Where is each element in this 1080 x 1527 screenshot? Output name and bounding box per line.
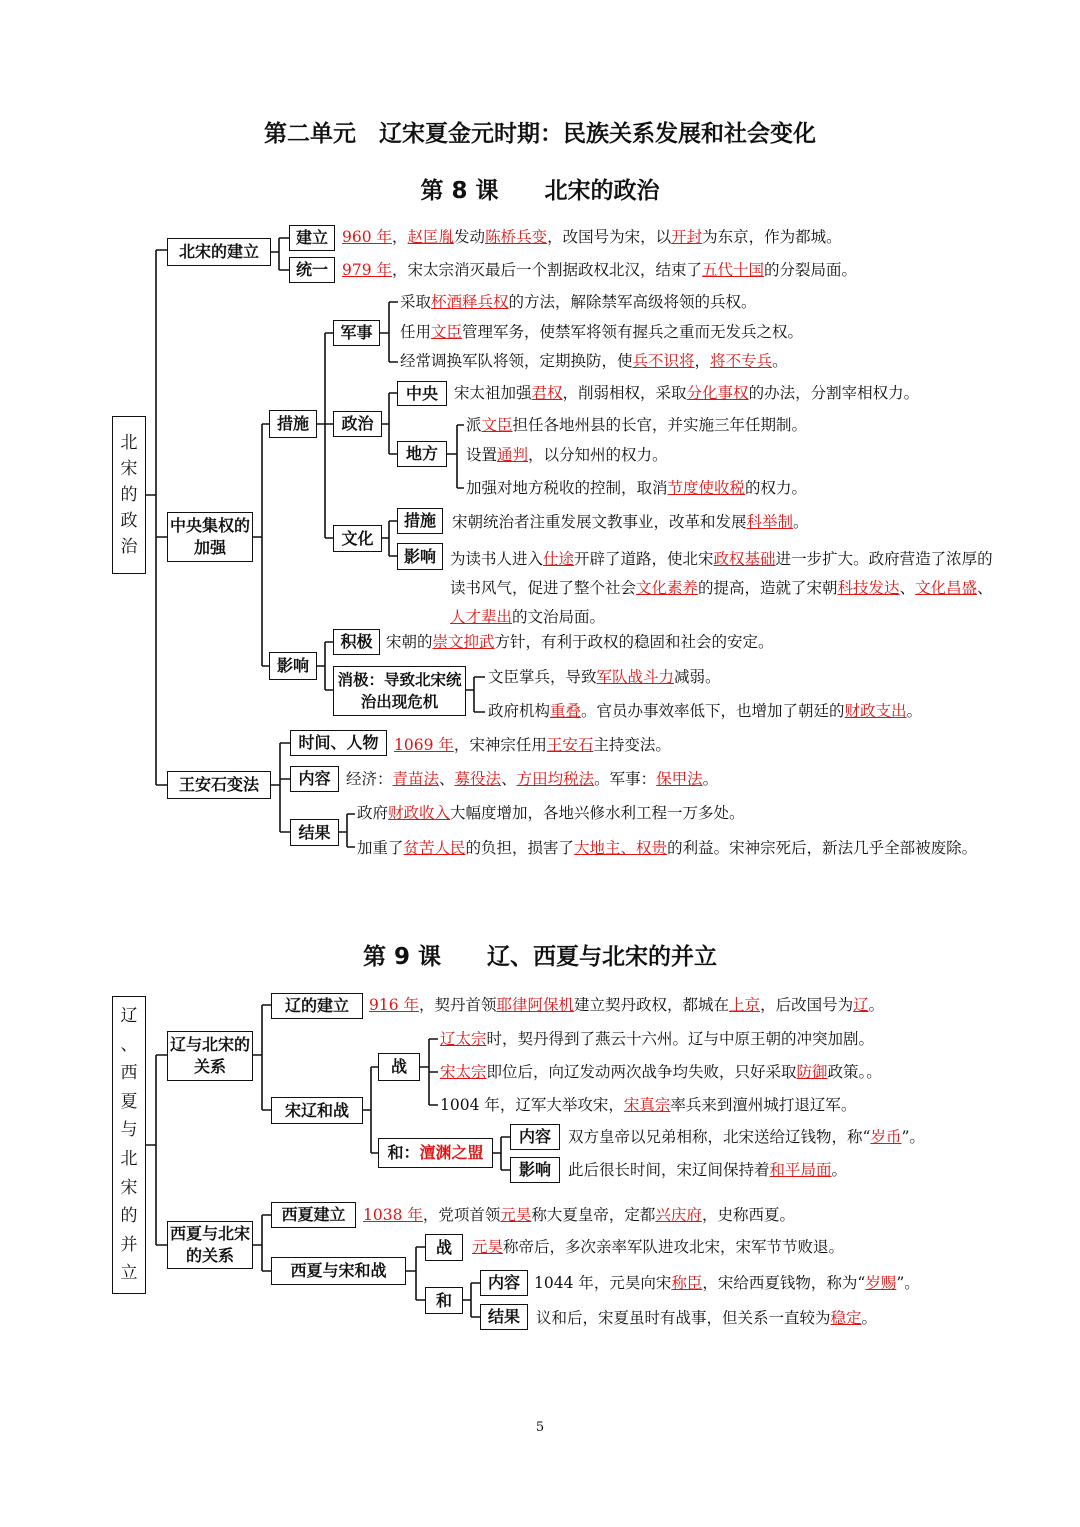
keyword: 五代十国 — [702, 261, 765, 279]
text-segment: 。 — [702, 770, 719, 788]
measures-node: 措施 — [269, 410, 317, 438]
text-segment: 文臣掌兵，导致 — [488, 668, 597, 686]
text-segment: 1004 年，辽军大举攻宋， — [440, 1096, 624, 1114]
unify-text — [342, 259, 857, 281]
text-segment: 的分裂局面。 — [764, 261, 858, 279]
text-segment: 发动 — [454, 228, 486, 246]
reform-content-node: 内容 — [290, 766, 339, 792]
keyword: 君权 — [531, 384, 563, 402]
positive-text — [386, 631, 774, 653]
culture-effect-text — [450, 545, 1000, 632]
keyword: 贫苦人民 — [403, 839, 466, 857]
xixia-peace-node: 和 — [425, 1287, 463, 1314]
text-segment: ，史称西夏。 — [701, 1206, 795, 1224]
keyword: 政权基础 — [713, 550, 776, 568]
text-segment: 。 — [868, 996, 885, 1014]
keyword: 文臣 — [481, 416, 513, 434]
xixia-node: 西夏与北宋的关系 — [167, 1221, 253, 1269]
keyword: 上京 — [729, 996, 761, 1014]
text-segment: 经济： — [346, 770, 393, 788]
text-segment: 减弱。 — [674, 668, 721, 686]
text-segment: 的权力。 — [745, 479, 808, 497]
text-segment: 。 — [861, 1309, 878, 1327]
military-node: 军事 — [333, 320, 380, 346]
chanyuan-name: 澶渊之盟 — [419, 1143, 484, 1162]
text-segment: 大幅度增加，各地兴修水利工程一万多处。 — [450, 804, 745, 822]
liao-war-node: 战 — [378, 1053, 420, 1081]
text-segment: 派 — [466, 416, 482, 434]
unify-node: 统一 — [289, 257, 335, 283]
keyword: 大地主、权贵 — [574, 839, 668, 857]
text-segment: 建立契丹政权，都城在 — [574, 996, 730, 1014]
negative-line-2 — [488, 700, 922, 722]
keyword: 人才辈出 — [450, 608, 513, 626]
text-segment: 为东京，作为都城。 — [702, 228, 842, 246]
text-segment: 、 — [977, 579, 993, 597]
culture-effect-node: 影响 — [397, 543, 443, 570]
page-number: 5 — [535, 1420, 545, 1435]
xixia-song-node: 西夏与宋和战 — [271, 1257, 406, 1285]
keyword: 称臣 — [671, 1274, 703, 1292]
keyword: 元昊 — [472, 1238, 504, 1256]
effects-node: 影响 — [269, 652, 317, 680]
chanyuan-effect-node: 影响 — [510, 1157, 560, 1183]
establish-text — [342, 226, 842, 248]
reform-result-line-2 — [357, 834, 997, 863]
keyword: 通判 — [497, 446, 529, 464]
text-segment: ，党项首领 — [422, 1206, 501, 1224]
text-segment: ”。 — [901, 1128, 925, 1146]
text-segment: ， — [392, 228, 408, 246]
text-segment: 称帝后，多次亲率军队进攻北宋，宋军节节败退。 — [503, 1238, 845, 1256]
local-line-3 — [466, 477, 807, 499]
liao-war-line-3 — [440, 1094, 856, 1116]
reform-result-line-1 — [357, 802, 745, 824]
chanyuan-content-node: 内容 — [510, 1124, 560, 1150]
culture-measure-text — [452, 511, 809, 533]
text-segment: 加强对地方税收的控制，取消 — [466, 479, 668, 497]
text-segment: 任用 — [400, 323, 432, 341]
text-segment: 、 — [899, 579, 916, 597]
reform-node: 王安石变法 — [167, 771, 271, 799]
text-segment: ，宋给西夏钱物，称为“ — [702, 1274, 866, 1292]
text-segment: 的利益。宋神宗死后，新法几乎全部被废除。 — [667, 839, 978, 857]
keyword: 赵匡胤 — [407, 228, 455, 246]
lesson-8-title: 第 8 课 北宋的政治 — [420, 178, 660, 204]
text-segment: 。 — [906, 702, 923, 720]
lesson-8-root: 北 宋 的 政 治 — [112, 416, 146, 574]
text-segment: 时，契丹得到了燕云十六州。辽与中原王朝的冲突加剧。 — [486, 1030, 875, 1048]
unit-title: 第二单元 辽宋夏金元时期：民族关系发展和社会变化 — [264, 121, 816, 147]
text-segment: 、 — [439, 770, 455, 788]
founding-node: 北宋的建立 — [167, 238, 271, 266]
central-node: 中央集权的加强 — [167, 512, 253, 562]
liao-war-line-2 — [440, 1061, 882, 1083]
keyword: 科技发达 — [837, 579, 900, 597]
xixia-content-node: 内容 — [480, 1270, 528, 1296]
military-line-3 — [400, 350, 788, 372]
xixia-result-node: 结果 — [480, 1304, 528, 1330]
keyword: 防御 — [796, 1063, 828, 1081]
reform-time-text — [394, 734, 671, 756]
keyword: 科举制 — [746, 513, 794, 531]
text-segment: ， — [694, 352, 711, 370]
keyword: 将不专兵 — [710, 352, 773, 370]
keyword: 重叠 — [550, 702, 582, 720]
text-segment: ，宋神宗任用 — [453, 736, 547, 754]
keyword: 财政支出 — [844, 702, 907, 720]
text-segment: 开辟了道路，使北宋 — [574, 550, 714, 568]
positive-node: 积极 — [333, 629, 380, 655]
chanyuan-prefix: 和： — [387, 1143, 420, 1162]
local-node: 地方 — [397, 441, 447, 467]
keyword: 开封 — [671, 228, 703, 246]
reform-result-node: 结果 — [290, 819, 339, 846]
chanyuan-effect-text — [568, 1159, 847, 1181]
xixia-found-text — [363, 1204, 795, 1226]
negative-node: 消极：导致北宋统治出现危机 — [333, 666, 466, 716]
text-segment: 的提高，造就了宋朝 — [698, 579, 838, 597]
politics-node: 政治 — [333, 411, 382, 437]
keyword: 节度使收税 — [667, 479, 746, 497]
text-segment: ，以分知州的权力。 — [528, 446, 668, 464]
keyword: 保甲法 — [656, 770, 703, 788]
keyword: 崇文抑武 — [432, 633, 495, 651]
keyword: 稳定 — [830, 1309, 862, 1327]
culture-node: 文化 — [333, 525, 382, 552]
keyword: 财政收入 — [388, 804, 451, 822]
keyword: 岁赐 — [865, 1274, 897, 1292]
lesson-9-root: 辽 、 西 夏 与 北 宋 的 并 立 — [112, 996, 146, 1294]
keyword: 王安石 — [546, 736, 594, 754]
text-segment: 。军事： — [594, 770, 657, 788]
keyword: 1069 年 — [394, 736, 454, 754]
song-liao-node: 宋辽和战 — [271, 1097, 363, 1124]
keyword: 文化素养 — [636, 579, 699, 597]
keyword: 分化事权 — [686, 384, 749, 402]
keyword: 杯酒释兵权 — [431, 293, 509, 311]
text-segment: ”。 — [896, 1274, 920, 1292]
keyword: 兴庆府 — [655, 1206, 702, 1224]
local-line-1 — [466, 414, 807, 436]
negative-line-1 — [488, 666, 721, 688]
text-segment: 担任各地州县的长官，并实施三年任期制。 — [512, 416, 808, 434]
text-segment: ，改国号为宋，以 — [547, 228, 672, 246]
text-segment: 的负担，损害了 — [465, 839, 575, 857]
text-segment: 宋朝统治者注重发展文教事业，改革和发展 — [452, 513, 747, 531]
text-segment: 宋太祖加强 — [454, 384, 532, 402]
text-segment: 即位后，向辽发动两次战争均失败，只好采取 — [486, 1063, 797, 1081]
xixia-war-node: 战 — [425, 1234, 463, 1261]
text-segment: 采取 — [400, 293, 432, 311]
text-segment: 称大夏皇帝，定都 — [531, 1206, 656, 1224]
xixia-war-text — [472, 1236, 844, 1258]
text-segment: 加重了 — [357, 839, 404, 857]
keyword: 军队战斗力 — [596, 668, 675, 686]
keyword: 募役法 — [454, 770, 502, 788]
text-segment: 主持变法。 — [593, 736, 671, 754]
liao-found-text — [369, 994, 884, 1016]
text-segment: ，削弱相权，采取 — [562, 384, 687, 402]
keyword: 兵不识将 — [632, 352, 695, 370]
text-segment: 政策。。 — [827, 1063, 882, 1081]
keyword: 960 年 — [342, 228, 393, 246]
keyword: 辽 — [853, 996, 869, 1014]
xixia-result-text — [536, 1307, 877, 1329]
keyword: 916 年 — [369, 996, 420, 1014]
text-segment: 议和后，宋夏虽时有战事，但关系一直较为 — [536, 1309, 831, 1327]
lesson-9-title: 第 9 课 辽、西夏与北宋的并立 — [362, 944, 718, 970]
text-segment: 1044 年，元昊向宋 — [534, 1274, 672, 1292]
text-segment: 。 — [793, 513, 809, 531]
chanyuan-content-text — [568, 1126, 925, 1148]
liao-node: 辽与北宋的关系 — [167, 1031, 253, 1081]
keyword: 陈桥兵变 — [485, 228, 548, 246]
keyword: 耶律阿保机 — [496, 996, 575, 1014]
text-segment: 政府机构 — [488, 702, 551, 720]
establish-node: 建立 — [289, 225, 335, 251]
text-segment: 双方皇帝以兄弟相称，北宋送给辽钱物，称“ — [568, 1128, 871, 1146]
text-segment: 为读书人进入 — [450, 550, 544, 568]
text-segment: 。 — [831, 1161, 848, 1179]
center-node: 中央 — [397, 381, 447, 406]
text-segment: 的办法，分割宰相权力。 — [748, 384, 920, 402]
text-segment: 经常调换军队将领，定期换防，使 — [400, 352, 633, 370]
text-segment: 的文治局面。 — [512, 608, 606, 626]
center-text — [454, 382, 919, 404]
keyword: 979 年 — [342, 261, 393, 279]
reform-content-text — [346, 768, 718, 790]
keyword: 1038 年 — [363, 1206, 423, 1224]
text-segment: ，后改国号为 — [760, 996, 854, 1014]
chanyuan-node — [378, 1138, 493, 1168]
text-segment: 的方法，解除禁军高级将领的兵权。 — [508, 293, 757, 311]
keyword: 文臣 — [431, 323, 463, 341]
xixia-content-text — [534, 1272, 920, 1294]
military-line-2 — [400, 321, 803, 343]
keyword: 方田均税法 — [516, 770, 595, 788]
keyword: 宋太宗 — [440, 1063, 487, 1081]
keyword: 仕途 — [543, 550, 575, 568]
text-segment: 宋朝的 — [386, 633, 433, 651]
keyword: 宋真宗 — [623, 1096, 671, 1114]
keyword: 青苗法 — [392, 770, 440, 788]
text-segment: 政府 — [357, 804, 389, 822]
text-segment: 方针，有利于政权的稳固和社会的安定。 — [494, 633, 774, 651]
liao-found-node: 辽的建立 — [271, 993, 363, 1019]
keyword: 元昊 — [500, 1206, 532, 1224]
xixia-found-node: 西夏建立 — [271, 1202, 356, 1228]
text-segment: ，宋太宗消灭最后一个割据政权北汉，结束了 — [392, 261, 703, 279]
military-line-1 — [400, 291, 757, 313]
text-segment: 。官员办事效率低下，也增加了朝廷的 — [581, 702, 845, 720]
text-segment: 率兵来到澶州城打退辽军。 — [670, 1096, 857, 1114]
text-segment: 此后很长时间，宋辽间保持着 — [568, 1161, 770, 1179]
keyword: 和平局面 — [769, 1161, 832, 1179]
text-segment: 、 — [501, 770, 517, 788]
keyword: 文化昌盛 — [915, 579, 978, 597]
local-line-2 — [466, 444, 668, 466]
reform-time-node: 时间、人物 — [290, 730, 387, 756]
text-segment: ，契丹首领 — [419, 996, 497, 1014]
text-segment: 。 — [772, 352, 788, 370]
keyword: 岁币 — [870, 1128, 902, 1146]
text-segment: 管理军务，使禁军将领有握兵之重而无发兵之权。 — [462, 323, 804, 341]
culture-measure-node: 措施 — [397, 508, 443, 534]
keyword: 辽太宗 — [440, 1030, 487, 1048]
text-segment: 设置 — [466, 446, 498, 464]
text-segment: 进一步扩大。政府营造了浓厚的读书风气，促进了整个社会 — [450, 550, 993, 597]
liao-war-line-1 — [440, 1028, 874, 1050]
